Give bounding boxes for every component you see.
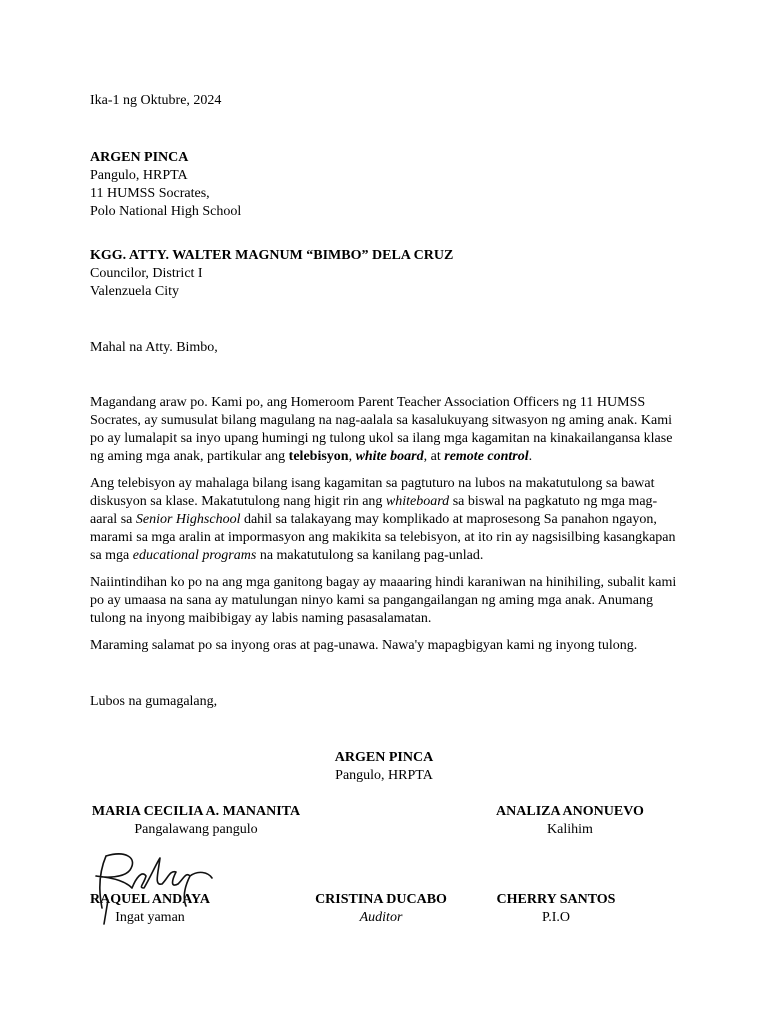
sender-name: ARGEN PINCA: [90, 150, 189, 165]
sender-line: Polo National High School: [90, 204, 242, 219]
salutation: [90, 339, 680, 357]
signatory-role: Ingat yaman: [115, 910, 185, 925]
body-paragraph-4: [90, 637, 680, 655]
signatory-vice-president: [90, 803, 302, 839]
p2-italic: Senior Highschool: [135, 512, 241, 527]
p1-item-whiteboard: white board: [355, 449, 424, 464]
signatory-president: [284, 749, 484, 785]
p1-end: .: [528, 449, 533, 464]
salutation-text: Mahal na Atty. Bimbo,: [90, 340, 218, 355]
p1-sep: ,: [348, 449, 356, 464]
signatory-pio: [490, 891, 622, 927]
signatory-role: Auditor: [359, 910, 403, 925]
signatory-name: RAQUEL ANDAYA: [90, 892, 210, 907]
p2-text: Ang telebisyon ay mahalaga bilang isang kagamitan sa pagtuturo na lubos na makatutulong sa bawat diskusyon sa klase. Makatutulong nang higit rin ang: [90, 476, 655, 509]
date-text: Ika-1 ng Oktubre, 2024: [90, 93, 222, 108]
p2-text: dahil sa talakayang may komplikado at maprosesong Sa panahon ngayon, marami sa mga aralin at impormasyon ang makikita sa telebisyon, at ito rin ay nagsisilbing kasangkapan sa mga: [90, 512, 676, 563]
handwritten-signature: [86, 848, 218, 926]
letter-date: [90, 92, 680, 110]
signatory-auditor: [306, 891, 456, 927]
p1-item-remote: remote control: [444, 449, 529, 464]
recipient-block: [90, 247, 680, 301]
recipient-name: KGG. ATTY. WALTER MAGNUM “BIMBO” DELA CRUZ: [90, 248, 454, 263]
body-paragraph-1: [90, 394, 680, 466]
signatory-name: ANALIZA ANONUEVO: [496, 804, 644, 819]
p1-text: Magandang araw po. Kami po, ang Homeroom Parent Teacher Association Officers ng 11 HUMSS Socrates, ay sumusulat bilang magulang na nag-aalala sa kasalukuyang sitwasyon ng aming anak. Kami po ay lumalapit sa inyo upang humingi ng tulong ukol sa ilang mga kagamitan na kinakailangansa klase ng aming mga anak, partikular ang: [90, 395, 673, 464]
signatory-name: CHERRY SANTOS: [496, 892, 616, 907]
sender-block: [90, 149, 680, 221]
p2-text: na makatutulong sa kanilang pag-unlad.: [256, 548, 484, 563]
signatory-name: MARIA CECILIA A. MANANITA: [91, 804, 301, 819]
recipient-line: Valenzuela City: [90, 284, 180, 299]
p2-italic: educational programs: [132, 548, 257, 563]
p2-text: sa biswal na pagkatuto ng mga mag-aaral sa: [90, 494, 658, 527]
signatory-name: ARGEN PINCA: [334, 750, 434, 765]
signatory-role: Kalihim: [547, 822, 593, 837]
p2-italic: whiteboard: [385, 494, 450, 509]
p3-text: Naiintindihan ko po na ang mga ganitong bagay ay maaaring hindi karaniwan na hinihiling, subalit kami po ay umaasa na sana ay matulungan ninyo kami sa pangangailangan ng aming mga anak. Anumang tulong na inyong maibibigay ay labis naming pasasalamatan.: [90, 575, 677, 626]
recipient-line: Councilor, District I: [90, 266, 203, 281]
body-paragraph-2: [90, 475, 680, 565]
signatory-role: Pangulo, HRPTA: [335, 768, 433, 783]
p1-sep: , at: [423, 449, 445, 464]
signatory-secretary: [490, 803, 650, 839]
body-paragraph-3: [90, 574, 680, 628]
closing-text: Lubos na gumagalang,: [90, 694, 218, 709]
signatory-role: P.I.O: [541, 910, 570, 925]
p1-item-tv: telebisyon: [288, 449, 349, 464]
sender-line: Pangulo, HRPTA: [90, 168, 188, 183]
signatory-role: Pangalawang pangulo: [134, 822, 258, 837]
closing: [90, 693, 680, 711]
signatory-name: CRISTINA DUCABO: [315, 892, 447, 907]
sender-line: 11 HUMSS Socrates,: [90, 186, 210, 201]
p4-text: Maraming salamat po sa inyong oras at pag-unawa. Nawa'y mapagbigyan kami ng inyong tulong.: [90, 638, 638, 653]
